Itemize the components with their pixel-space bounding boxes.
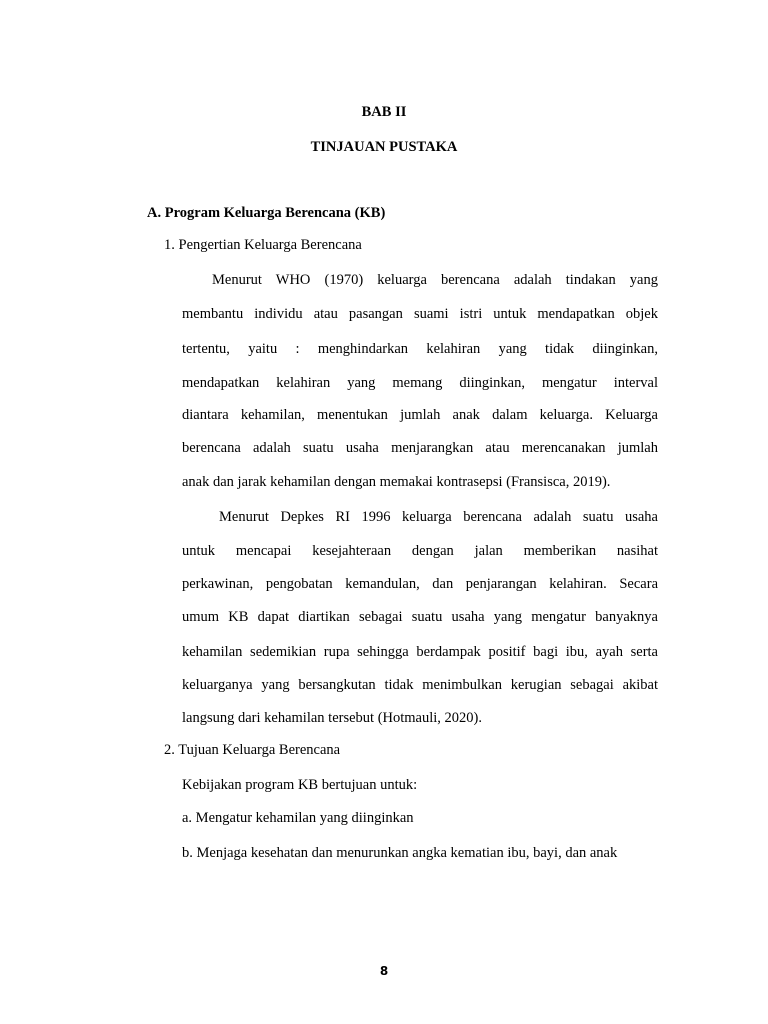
paragraph-2-line: perkawinan, pengobatan kemandulan, dan penjarangan kelahiran. Secara [182, 576, 658, 592]
paragraph-2-line: umum KB dapat diartikan sebagai suatu usaha yang mengatur banyaknya [182, 609, 658, 625]
paragraph-1-line: mendapatkan kelahiran yang memang diinginkan, mengatur interval [182, 375, 658, 391]
section-a-title: A. Program Keluarga Berencana (KB) [147, 205, 386, 221]
paragraph-1-line: Menurut WHO (1970) keluarga berencana adalah tindakan yang [212, 272, 658, 288]
list-item: b. Menjaga kesehatan dan menurunkan angka kematian ibu, bayi, dan anak [182, 845, 618, 861]
paragraph-2-line: langsung dari kehamilan tersebut (Hotmauli, 2020). [182, 710, 482, 726]
list-item: a. Mengatur kehamilan yang diinginkan [182, 810, 414, 826]
chapter-title: TINJAUAN PUSTAKA [310, 139, 458, 155]
paragraph-2-line: kehamilan sedemikian rupa sehingga berdampak positif bagi ibu, ayah serta [182, 644, 658, 660]
paragraph-1-line: anak dan jarak kehamilan dengan memakai kontrasepsi (Fransisca, 2019). [182, 474, 611, 490]
paragraph-2-line: Menurut Depkes RI 1996 keluarga berencana adalah suatu usaha [219, 509, 658, 525]
paragraph-2-line: untuk mencapai kesejahteraan dengan jalan memberikan nasihat [182, 543, 658, 559]
subsection-2-title: 2. Tujuan Keluarga Berencana [164, 742, 341, 758]
paragraph-2-line: keluarganya yang bersangkutan tidak menimbulkan kerugian sebagai akibat [182, 677, 658, 693]
paragraph-1-line: berencana adalah suatu usaha menjarangkan atau merencanakan jumlah [182, 440, 658, 456]
paragraph-1-line: diantara kehamilan, menentukan jumlah anak dalam keluarga. Keluarga [182, 407, 658, 423]
chapter-heading: BAB II [361, 104, 407, 120]
paragraph-1-line: tertentu, yaitu : menghindarkan kelahiran yang tidak diinginkan, [182, 341, 658, 357]
subsection-2-intro: Kebijakan program KB bertujuan untuk: [182, 777, 418, 793]
page-number: 8 [379, 964, 389, 978]
subsection-1-title: 1. Pengertian Keluarga Berencana [164, 237, 362, 253]
paragraph-1-line: membantu individu atau pasangan suami istri untuk mendapatkan objek [182, 306, 658, 322]
